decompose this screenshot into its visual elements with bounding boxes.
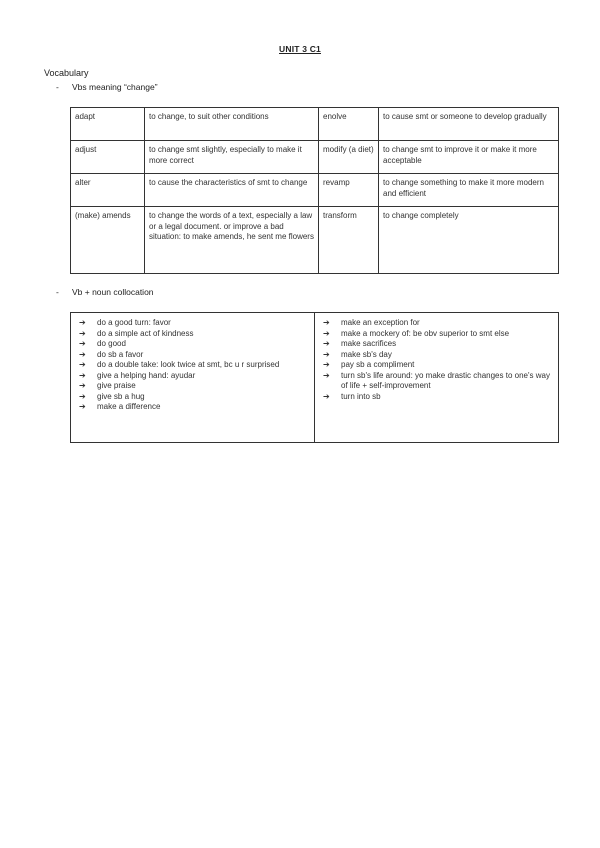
list-item — [77, 339, 308, 350]
list-item — [77, 402, 308, 413]
list-item-text: turn into sb — [341, 391, 381, 401]
list-item-text: make a difference — [97, 402, 161, 411]
section-collocation — [56, 287, 154, 297]
list-item-text: do good — [97, 339, 126, 348]
arrow-icon: ➔ — [79, 370, 86, 380]
list-item-text: make sb's day — [341, 349, 392, 359]
word-cell: modify (a diet) — [319, 141, 379, 174]
definition-cell: to change, to suit other conditions — [145, 108, 319, 141]
dash-bullet: - — [56, 287, 59, 297]
collocation-right-cell — [315, 313, 559, 443]
word-cell: transform — [319, 207, 379, 274]
list-item — [321, 392, 552, 403]
collocation-list-right — [321, 318, 552, 402]
arrow-icon: ➔ — [323, 391, 330, 401]
word-cell: adapt — [71, 108, 145, 141]
list-item — [77, 371, 308, 382]
page-title: UNIT 3 C1 — [279, 44, 321, 54]
arrow-icon: ➔ — [79, 328, 86, 338]
list-item — [77, 350, 308, 361]
arrow-icon: ➔ — [79, 391, 86, 401]
list-item-text: make a mockery of: be obv superior to smt else — [341, 328, 510, 338]
list-item-text: do a good turn: favor — [97, 318, 171, 327]
table-row — [71, 313, 559, 443]
list-item-text: make an exception for — [341, 318, 420, 327]
list-item-text: turn sb's life around: yo make drastic changes to one's way of life + self-improvement — [341, 370, 550, 390]
arrow-icon: ➔ — [323, 349, 330, 359]
list-item-text: give praise — [97, 381, 136, 390]
section-label: Vb + noun collocation — [72, 287, 154, 297]
table-row — [71, 207, 559, 274]
list-item-text: do sb a favor — [97, 349, 144, 359]
list-item — [77, 329, 308, 340]
list-item-text: give a helping hand: ayudar — [97, 370, 196, 380]
vocabulary-heading: Vocabulary — [44, 68, 89, 78]
definition-cell: to change something to make it more modern and efficient — [379, 174, 559, 207]
word-cell: revamp — [319, 174, 379, 207]
list-item — [77, 392, 308, 403]
list-item-text: pay sb a compliment — [341, 360, 415, 369]
table-row — [71, 174, 559, 207]
list-item — [321, 371, 552, 392]
list-item — [321, 350, 552, 361]
table-row — [71, 108, 559, 141]
section-vbs-change — [56, 82, 158, 92]
word-cell: enolve — [319, 108, 379, 141]
collocation-list-left — [77, 318, 308, 413]
table-row — [71, 141, 559, 174]
section-label: Vbs meaning “change” — [72, 82, 158, 92]
definition-cell: to cause the characteristics of smt to change — [145, 174, 319, 207]
list-item-text: do a simple act of kindness — [97, 328, 194, 338]
list-item-text: make sacrifices — [341, 339, 397, 348]
vocab-table — [70, 107, 559, 274]
list-item-text: do a double take: look twice at smt, bc u r surprised — [97, 360, 280, 369]
arrow-icon: ➔ — [79, 381, 86, 390]
list-item — [77, 360, 308, 371]
arrow-icon: ➔ — [79, 339, 86, 348]
arrow-icon: ➔ — [79, 349, 86, 359]
arrow-icon: ➔ — [79, 360, 86, 369]
list-item — [321, 360, 552, 371]
definition-cell: to change completely — [379, 207, 559, 274]
word-cell: adjust — [71, 141, 145, 174]
dash-bullet: - — [56, 82, 59, 92]
list-item — [321, 329, 552, 340]
arrow-icon: ➔ — [323, 339, 330, 348]
arrow-icon: ➔ — [323, 328, 330, 338]
list-item — [321, 318, 552, 329]
definition-cell: to cause smt or someone to develop gradually — [379, 108, 559, 141]
list-item-text: give sb a hug — [97, 391, 145, 401]
collocation-left-cell — [71, 313, 315, 443]
word-cell: (make) amends — [71, 207, 145, 274]
arrow-icon: ➔ — [79, 318, 86, 327]
arrow-icon: ➔ — [323, 360, 330, 369]
collocation-table — [70, 312, 559, 443]
arrow-icon: ➔ — [323, 318, 330, 327]
list-item — [77, 381, 308, 392]
word-cell: alter — [71, 174, 145, 207]
definition-cell: to change the words of a text, especially a law or a legal document. or improve a bad situation: to make amends, he sent me flowers — [145, 207, 319, 274]
definition-cell: to change smt slightly, especially to make it more correct — [145, 141, 319, 174]
arrow-icon: ➔ — [79, 402, 86, 411]
list-item — [321, 339, 552, 350]
list-item — [77, 318, 308, 329]
definition-cell: to change smt to improve it or make it more acceptable — [379, 141, 559, 174]
arrow-icon: ➔ — [323, 370, 330, 380]
